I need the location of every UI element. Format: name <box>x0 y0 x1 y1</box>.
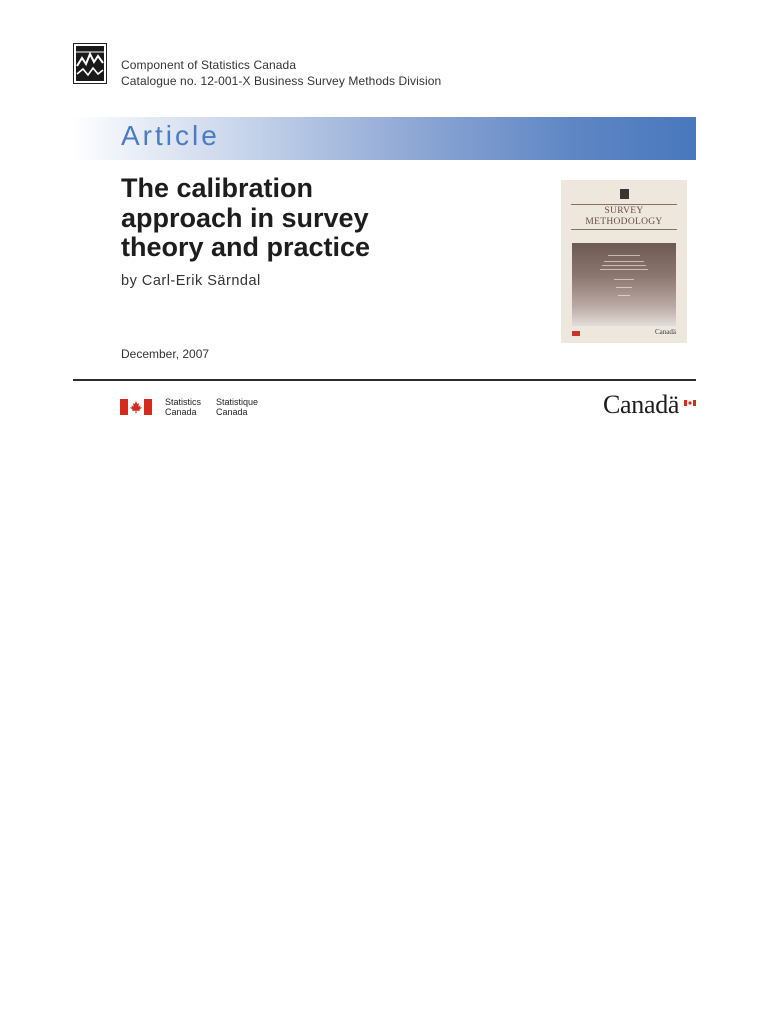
article-title <box>121 174 451 263</box>
agency-name-french: Statistique Canada <box>216 397 259 417</box>
wordmark-flag-icon <box>684 393 696 399</box>
cover-panel <box>572 243 676 326</box>
title-line: approach in survey <box>121 202 369 233</box>
cover-rule <box>571 229 677 230</box>
cover-title-line: METHODOLOGY <box>585 216 663 227</box>
title-line: The calibration <box>121 173 314 203</box>
publication-date: December, 2007 <box>121 347 210 361</box>
journal-cover-image <box>561 180 687 343</box>
cover-logo-icon <box>620 189 629 199</box>
agency-name-english: Statistics Canada <box>165 397 202 417</box>
title-line: theory and practice <box>121 232 371 262</box>
article-label: Article <box>121 120 220 151</box>
canada-flag-icon <box>120 399 152 415</box>
cover-wordmark: Canadä <box>655 328 676 336</box>
cover-flag-icon <box>572 331 580 336</box>
catalogue-line: Catalogue no. 12-001-X Business Survey Methods Division <box>121 74 442 88</box>
statistics-canada-logo-icon <box>73 43 107 84</box>
author-byline: by Carl-Erik Särndal <box>121 273 261 289</box>
cover-rule <box>571 204 677 205</box>
section-divider <box>73 379 696 381</box>
cover-title-line: SURVEY <box>604 206 644 216</box>
component-line: Component of Statistics Canada <box>121 58 297 72</box>
canada-wordmark: Canadä <box>603 390 680 419</box>
cover-title <box>561 206 687 227</box>
